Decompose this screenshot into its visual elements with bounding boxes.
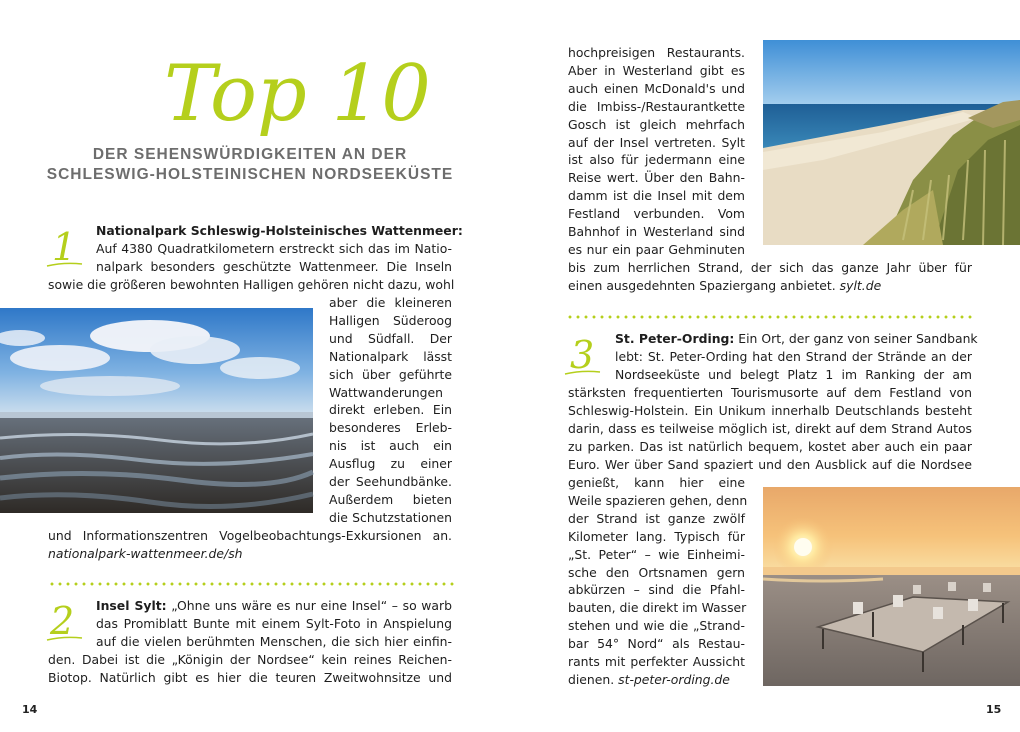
- item3-narrow-column: [568, 474, 748, 689]
- item3-line: abkürzen – sind die Pfahl-: [568, 582, 745, 598]
- item2-continued-column: [568, 44, 745, 259]
- top10-title-text: Top 10: [164, 49, 431, 139]
- item1-line: Außerdem bieten: [329, 491, 452, 507]
- sylt-dune-beach-photo: [763, 40, 1020, 245]
- item2-line: Aber in Westerland gibt es: [568, 62, 745, 78]
- item3-line: genießt, kann hier eine: [568, 475, 745, 490]
- item3-line: bauten, die direkt im Wasser: [568, 600, 747, 616]
- top10-title: [160, 38, 431, 139]
- item2-first-line: Insel Sylt: „Ohne uns wäre es nur eine Insel“ – so warb: [96, 598, 452, 613]
- item2-line: Festland verbunden. Vom: [568, 206, 745, 222]
- item3-full-column: [568, 384, 972, 474]
- item2-line: Gosch ist gleich mehrfach: [568, 116, 745, 132]
- svg-text:3: 3: [570, 333, 595, 377]
- item2-line: Biotop. Natürlich gibt es hier die teuren Zweitwohnsitze und: [48, 670, 452, 685]
- item2-line: ist also für jedermann eine: [568, 152, 745, 168]
- item1-heading: Nationalpark Schleswig-Holsteinisches Wattenmeer:: [96, 223, 463, 238]
- item2-line: Bahnhof in Westerland sind: [568, 224, 745, 240]
- item1-line: der Seehundbänke.: [329, 474, 452, 490]
- item2-line: hochpreisigen Restaurants.: [568, 45, 745, 60]
- item1-line: direkt erleben. Ein: [329, 402, 452, 418]
- item3-line: Euro. Wer über Sand spaziert und den Ausblick auf die Nordsee: [568, 456, 972, 472]
- subtitle-line-1: DER SEHENSWÜRDIGKEITEN AN DER: [92, 146, 408, 163]
- item1-line: sowie die größeren bewohnten Halligen gehören nicht dazu, wohl: [48, 277, 455, 292]
- item1-line: Nationalpark lässt: [329, 348, 452, 364]
- item2-link: sylt.de: [839, 278, 882, 293]
- item2-line: Reise wert. Über den Bahn-: [568, 170, 745, 186]
- item2-last-line: einen ausgedehnten Spaziergang anbietet. sylt.de: [568, 278, 882, 293]
- item1-line: Halligen Süderoog: [329, 312, 452, 328]
- item-number-3: [562, 334, 604, 380]
- item1-narrow-column: [329, 294, 452, 527]
- item3-line: lebt: St. Peter-Ording hat den Strand der Strände an der: [615, 349, 972, 364]
- item2-line: das Promiblatt Bunte mit einem Sylt-Foto in Anspielung: [96, 616, 452, 631]
- item1-line: nalpark besonders geschützte Wattenmeer. Die Inseln: [96, 259, 452, 274]
- item-number-1: [44, 226, 86, 272]
- page-number-right: 15: [986, 703, 1002, 716]
- item2-line: es nur ein paar Gehminuten: [568, 241, 745, 257]
- item1-line: nis ist auch ein: [329, 438, 452, 454]
- item3-line: Schleswig-Holstein. Ein Unikum innerhalb Deutschlands besteht: [568, 402, 972, 418]
- page-number-left: 14: [22, 703, 38, 716]
- item1-line: die Schutzstationen: [329, 509, 452, 525]
- item3-last-line: dienen. st-peter-ording.de: [568, 671, 730, 687]
- item1-line: Ausflug zu einer: [329, 456, 452, 472]
- item1-line: und Informationszentren Vogelbeobachtungs-Exkursionen an.: [48, 528, 452, 543]
- item3-line: bar 54° Nord“ als Restau-: [568, 636, 745, 652]
- item1-line: Wattwanderungen: [329, 384, 443, 400]
- item3-line: der Strand ist ganze zwölf: [568, 510, 745, 526]
- item3-line: Nordseeküste und belegt Platz 1 im Ranking der am: [615, 367, 972, 382]
- section-divider: [48, 582, 454, 586]
- item3-line: rants mit perfekter Aussicht: [568, 654, 745, 670]
- item1-line: Auf 4380 Quadratkilometern erstreckt sich das im Natio-: [96, 241, 452, 256]
- item1-link: nationalpark-wattenmeer.de/sh: [48, 546, 243, 561]
- item3-line: sche den Ortsnamen gern: [568, 564, 745, 580]
- item3-line: Weile spazieren gehen, denn: [568, 492, 748, 508]
- svg-text:1: 1: [52, 225, 77, 269]
- item2-line: damm ist die Insel mit dem: [568, 188, 745, 204]
- item2-line: den. Dabei ist die „Königin der Nordsee“ kein reines Reichen-: [48, 652, 452, 667]
- item3-line: Kilometer lang. Typisch für: [568, 528, 745, 544]
- item1-line: und Südfall. Der: [329, 330, 452, 346]
- item2-line: die Imbiss-/Restaurantkette: [568, 98, 745, 114]
- item2-line: auf der Insel vertreten. Sylt: [568, 134, 745, 150]
- item3-line: stärksten frequentierten Tourismusorte auf dem Festland von: [568, 385, 972, 400]
- svg-text:2: 2: [50, 599, 75, 643]
- item3-line: „St. Peter“ – wie Einheimi-: [568, 546, 745, 562]
- item3-link: st-peter-ording.de: [618, 671, 730, 687]
- item1-line: aber die kleineren: [329, 295, 452, 310]
- section-divider: [566, 315, 972, 319]
- wadden-sea-mudflat-photo: [0, 308, 313, 513]
- item1-line: sich über geführte: [329, 366, 452, 382]
- item2-line: auch einen McDonald's und: [568, 80, 745, 96]
- item1-line: besonderes Erleb-: [329, 420, 452, 436]
- item-number-2: [44, 600, 86, 646]
- page-subtitle: [40, 145, 460, 185]
- item3-line: darin, dass es teilweise möglich ist, direkt auf dem Strand Autos: [568, 420, 972, 436]
- st-peter-ording-sunset-pier-photo: [763, 487, 1020, 686]
- item3-line: zu parken. Das ist natürlich bequem, kostet aber auch ein paar: [568, 438, 972, 454]
- subtitle-line-2: SCHLESWIG-HOLSTEINISCHEN NORDSEEKÜSTE: [46, 166, 454, 183]
- item2-line: auf die vielen berühmten Menschen, die sich hier einfin-: [96, 634, 452, 649]
- item2-line: bis zum herrlichen Strand, der sich das ganze Jahr über für: [568, 260, 972, 275]
- item3-line: stehen und wie die „Strand-: [568, 618, 745, 634]
- item3-first-line: St. Peter-Ording: Ein Ort, der ganz von seiner Sandbank: [615, 331, 978, 346]
